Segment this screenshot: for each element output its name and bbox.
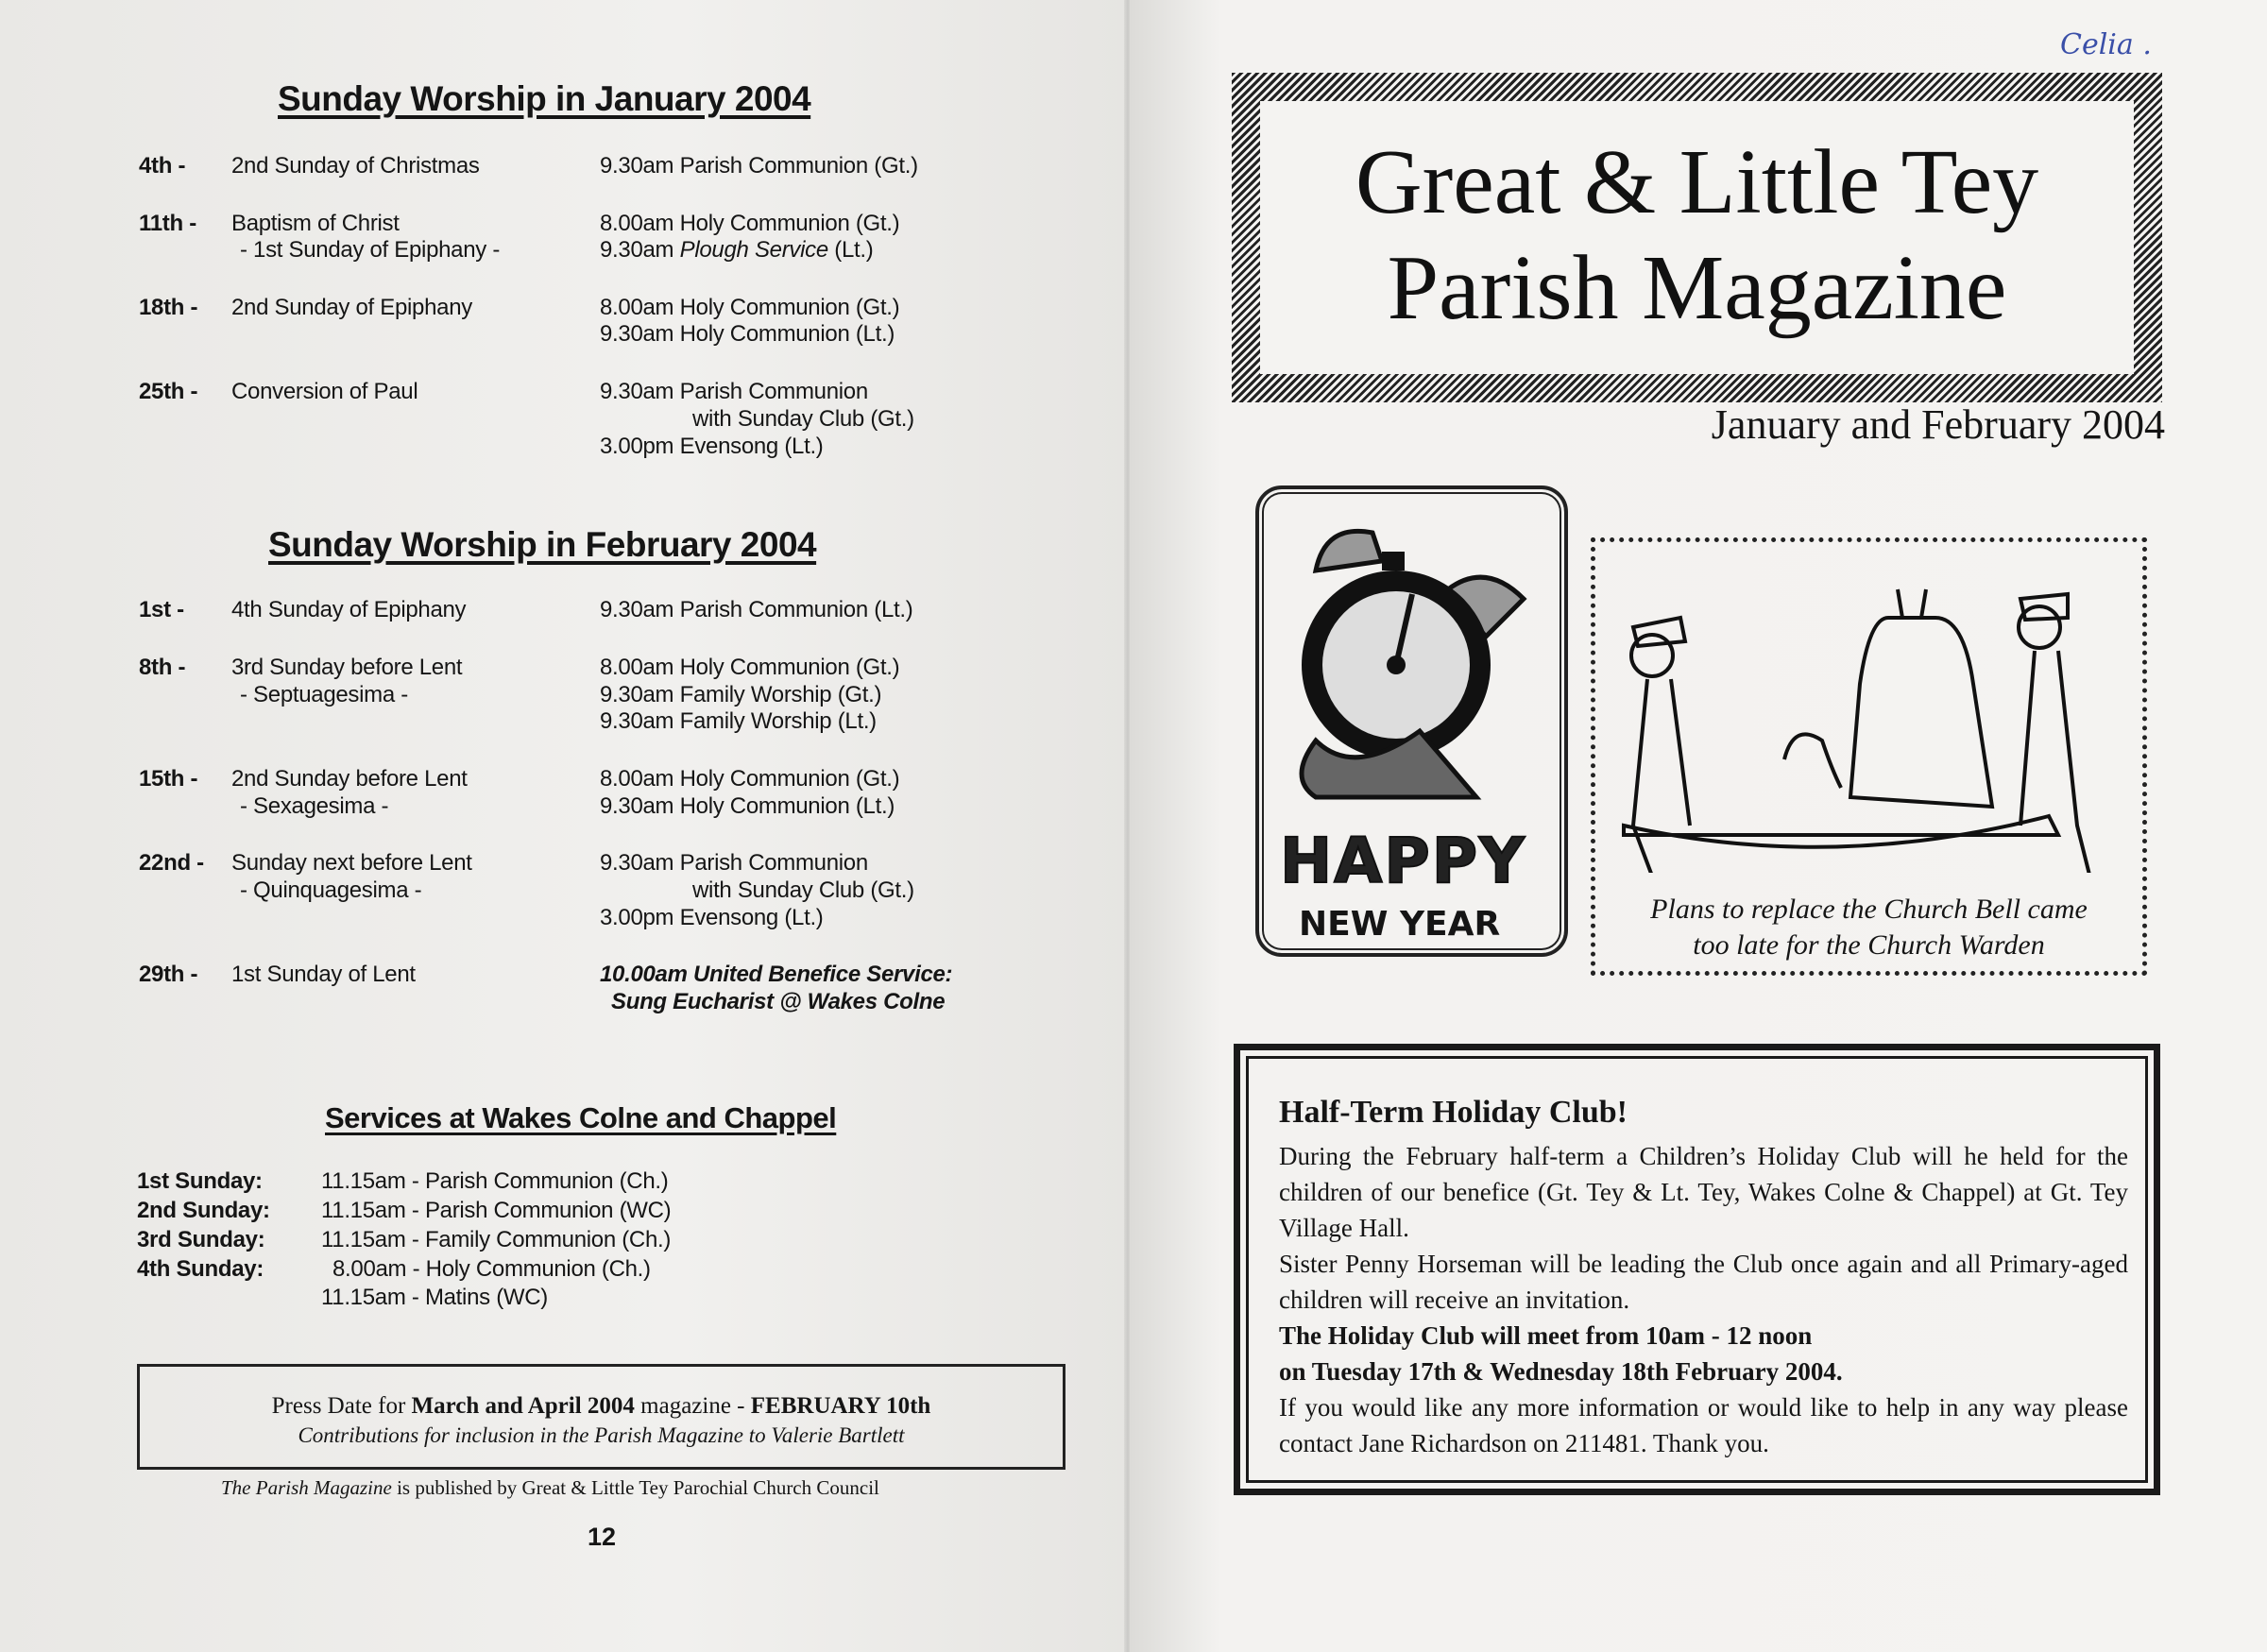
date: 1st - — [139, 597, 184, 622]
date: 22nd - — [139, 850, 204, 876]
occasion-subtitle: - Quinquagesima - — [240, 877, 422, 903]
service: 9.30am Family Worship (Gt.) — [600, 682, 882, 707]
service: 9.30am Parish Communion (Lt.) — [600, 597, 913, 622]
service: 11.15am - Parish Communion (Ch.) — [321, 1168, 669, 1194]
publisher-note: The Parish Magazine is published by Great & Little Tey Parochial Church Council — [221, 1476, 879, 1499]
happy-text: HAPPY — [1280, 825, 1526, 897]
date: 15th - — [139, 766, 198, 792]
service: with Sunday Club (Gt.) — [692, 406, 914, 432]
occasion: 4th Sunday of Epiphany — [231, 597, 467, 622]
service: with Sunday Club (Gt.) — [692, 877, 914, 903]
sunday-label: 3rd Sunday: — [137, 1227, 265, 1252]
date: 11th - — [139, 211, 196, 236]
sunday-label: 1st Sunday: — [137, 1168, 263, 1194]
occasion: 2nd Sunday of Epiphany — [231, 295, 472, 320]
handwritten-note: Celia . — [2060, 28, 2152, 61]
service: 11.15am - Family Communion (Ch.) — [321, 1227, 672, 1252]
contributions-note: Contributions for inclusion in the Parish Magazine to Valerie Bartlett — [298, 1423, 905, 1447]
press-date-box — [137, 1364, 1065, 1470]
occasion-subtitle: - Sexagesima - — [240, 793, 389, 819]
service: 10.00am United Benefice Service: — [600, 962, 953, 987]
service: 8.00am Holy Communion (Gt.) — [600, 211, 900, 236]
happy-new-year-graphic — [1255, 485, 1568, 957]
service: 9.30am Plough Service (Lt.) — [600, 237, 874, 263]
occasion-subtitle: - 1st Sunday of Epiphany - — [240, 237, 501, 263]
occasion: Conversion of Paul — [231, 379, 418, 404]
church-bell-cartoon — [1591, 537, 2147, 976]
service: 9.30am Parish Communion — [600, 379, 868, 404]
service: Sung Eucharist @ Wakes Colne — [611, 989, 946, 1014]
wakes-colne-heading: Services at Wakes Colne and Chappel — [325, 1101, 837, 1134]
service: 8.00am Holy Communion (Gt.) — [600, 655, 900, 680]
holiday-club-leader: Sister Penny Horseman will be leading the Club once again and all Primary-aged children will receive an invitation. — [1279, 1250, 2128, 1314]
left-page-12 — [0, 0, 1130, 1652]
cartoon-illustration — [1595, 552, 2142, 873]
magazine-title-line2: Parish Magazine — [1387, 237, 2007, 339]
holiday-club-notice — [1234, 1044, 2160, 1495]
holiday-club-dates-line1: The Holiday Club will meet from 10am - 12 noon — [1279, 1321, 1813, 1350]
press-date-line: Press Date for March and April 2004 magazine - FEBRUARY 10th — [271, 1393, 931, 1419]
issue-date: January and February 2004 — [1711, 401, 2165, 448]
service: 11.15am - Matins (WC) — [321, 1285, 548, 1310]
occasion: 3rd Sunday before Lent — [231, 655, 463, 680]
occasion-subtitle: - Septuagesima - — [240, 682, 408, 707]
date: 8th - — [139, 655, 186, 680]
date: 18th - — [139, 295, 198, 320]
holiday-club-heading: Half-Term Holiday Club! — [1279, 1095, 1628, 1130]
service: 8.00am Holy Communion (Gt.) — [600, 766, 900, 792]
service: 3.00pm Evensong (Lt.) — [600, 434, 824, 459]
holiday-club-intro: During the February half-term a Children’s Holiday Club will he held for the children of our benefice (Gt. Tey & Lt. Tey, Wakes Colne & Chappel) at Gt. Tey Village Hall. — [1279, 1142, 2128, 1242]
occasion: 2nd Sunday before Lent — [231, 766, 468, 792]
service: 9.30am Holy Communion (Lt.) — [600, 793, 895, 819]
service: 11.15am - Parish Communion (WC) — [321, 1198, 672, 1223]
sunday-label: 2nd Sunday: — [137, 1198, 270, 1223]
date: 4th - — [139, 153, 186, 179]
service: 9.30am Parish Communion — [600, 850, 868, 876]
cartoon-caption: Plans to replace the Church Bell came too late for the Church Warden — [1650, 894, 2088, 961]
new-year-text: NEW YEAR — [1299, 905, 1501, 944]
occasion: 2nd Sunday of Christmas — [231, 153, 480, 179]
holiday-club-contact: If you would like any more information or would like to help in any way please contact Jane Richardson on 211481. Thank you. — [1279, 1393, 2128, 1457]
occasion: Baptism of Christ — [231, 211, 400, 236]
holiday-club-dates-line2: on Tuesday 17th & Wednesday 18th February 2004. — [1279, 1357, 1843, 1386]
date: 29th - — [139, 962, 198, 987]
january-heading: Sunday Worship in January 2004 — [278, 79, 811, 118]
service: 8.00am - Holy Communion (Ch.) — [332, 1256, 651, 1282]
service: 9.30am Parish Communion (Gt.) — [600, 153, 918, 179]
page-number: 12 — [588, 1523, 617, 1551]
date: 25th - — [139, 379, 198, 404]
occasion: Sunday next before Lent — [231, 850, 472, 876]
alarm-clock-icon — [1259, 495, 1564, 807]
service: 3.00pm Evensong (Lt.) — [600, 905, 824, 930]
magazine-title-line1: Great & Little Tey — [1355, 131, 2039, 233]
service: 9.30am Holy Communion (Lt.) — [600, 321, 895, 347]
service: 9.30am Family Worship (Lt.) — [600, 708, 877, 734]
masthead — [1232, 73, 2162, 402]
service: 8.00am Holy Communion (Gt.) — [600, 295, 900, 320]
february-heading: Sunday Worship in February 2004 — [268, 525, 817, 564]
sunday-label: 4th Sunday: — [137, 1256, 264, 1282]
occasion: 1st Sunday of Lent — [231, 962, 416, 987]
